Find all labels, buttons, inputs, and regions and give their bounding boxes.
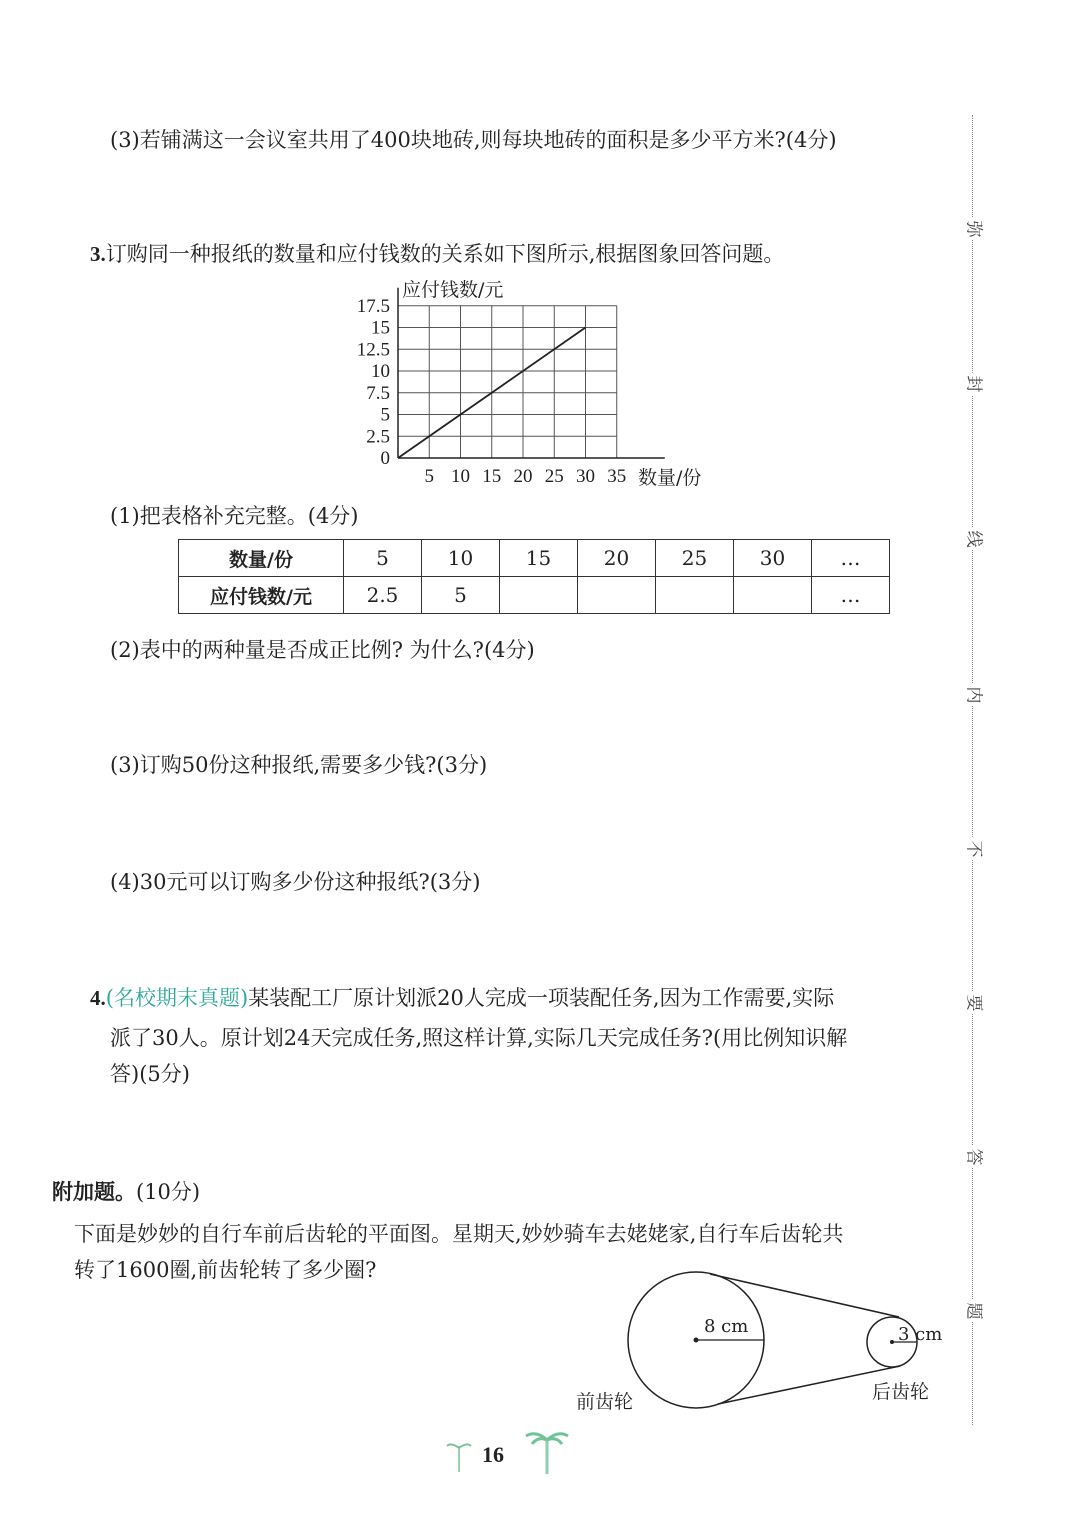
y-tick-label: 17.5 [356,295,390,317]
side-char: 线 [962,528,984,550]
q4-number: 4. [90,986,106,1010]
x-tick-label: 25 [544,466,564,487]
front-gear-label: 前齿轮 [576,1391,634,1413]
q3-heading [90,238,784,268]
palm-tree-icon [524,1426,570,1476]
table-header-quantity: 数量/份 [179,540,344,577]
q3-sub4: (4)30元可以订购多少份这种报纸?(3分) [110,870,481,894]
front-radius-label: 8 cm [704,1316,749,1337]
y-tick-label: 12.5 [356,339,390,361]
chain-top [710,1274,899,1317]
bonus-title: 附加题。 [52,1180,136,1204]
bonus-heading [52,1176,200,1206]
side-char: 封 [962,373,984,395]
q4-line2: 派了30人。原计划24天完成任务,照这样计算,实际几天完成任务?(用比例知识解 [110,1026,848,1050]
x-tick-label: 15 [482,466,502,487]
q4-line1 [90,982,834,1012]
rear-radius-label: 3 cm [898,1324,943,1345]
y-tick-label: 2.5 [366,426,390,448]
table-row-price [179,577,890,614]
x-tick-label: 5 [424,466,434,487]
fill-table [178,539,890,614]
table-input-cell[interactable] [500,577,578,614]
table-cell: … [812,577,890,614]
x-tick-label: 30 [576,466,595,487]
table-input-cell[interactable] [578,577,656,614]
table-cell: 30 [734,540,812,577]
gear-diagram [560,1268,960,1428]
y-tick-label: 7.5 [366,382,390,404]
price-chart [330,272,750,496]
y-tick-label: 15 [371,317,390,339]
y-tick-label: 5 [380,404,390,426]
table-cell: 2.5 [344,577,422,614]
chart-ylabel: 应付钱数/元 [402,279,504,301]
q3-number: 3. [90,242,106,266]
x-tick-label: 20 [513,466,533,487]
q4-text-1: 某装配工厂原计划派20人完成一项装配任务,因为工作需要,实际 [248,986,835,1010]
bonus-line1: 下面是妙妙的自行车前后齿轮的平面图。星期天,妙妙骑车去姥姥家,自行车后齿轮共 [74,1222,844,1246]
side-char: 不 [962,838,984,860]
q3-sub1: (1)把表格补充完整。(4分) [110,504,359,528]
small-plant-icon [444,1436,474,1476]
table-cell: 15 [500,540,578,577]
chart-grid [398,288,665,458]
y-tick-label: 0 [380,448,390,469]
q4-line3: 答)(5分) [110,1062,190,1086]
chart-xlabel: 数量/份 [638,467,702,489]
y-tick-label: 10 [371,361,390,382]
table-cell: 5 [344,540,422,577]
table-cell: … [812,540,890,577]
q3-text: 订购同一种报纸的数量和应付钱数的关系如下图所示,根据图象回答问题。 [105,242,785,266]
table-cell: 10 [422,540,500,577]
q3-sub3: (3)订购50份这种报纸,需要多少钱?(3分) [110,753,488,777]
side-char: 弥 [962,218,984,240]
table-cell: 20 [578,540,656,577]
q4-source-tag: (名校期末真题) [105,986,249,1010]
x-tick-label: 10 [451,466,470,487]
bonus-line2: 转了1600圈,前齿轮转了多少圈? [74,1258,377,1282]
table-row-quantity [179,540,890,577]
table-header-price: 应付钱数/元 [179,577,344,614]
side-char: 内 [962,684,984,706]
side-char: 题 [962,1300,984,1322]
table-cell: 25 [656,540,734,577]
side-char: 答 [962,1146,984,1168]
q3-sub2: (2)表中的两种量是否成正比例? 为什么?(4分) [110,638,535,662]
table-cell[interactable]: 5 [422,577,500,614]
q2-part3: (3)若铺满这一会议室共用了400块地砖,则每块地砖的面积是多少平方米?(4分) [110,128,837,152]
x-tick-label: 35 [607,466,627,487]
table-input-cell[interactable] [734,577,812,614]
side-char: 要 [962,992,984,1014]
table-input-cell[interactable] [656,577,734,614]
page-number: 16 [482,1442,504,1467]
rear-gear-label: 后齿轮 [872,1381,930,1403]
bonus-points: (10分) [136,1180,201,1204]
binding-dotted-line [972,115,973,1425]
